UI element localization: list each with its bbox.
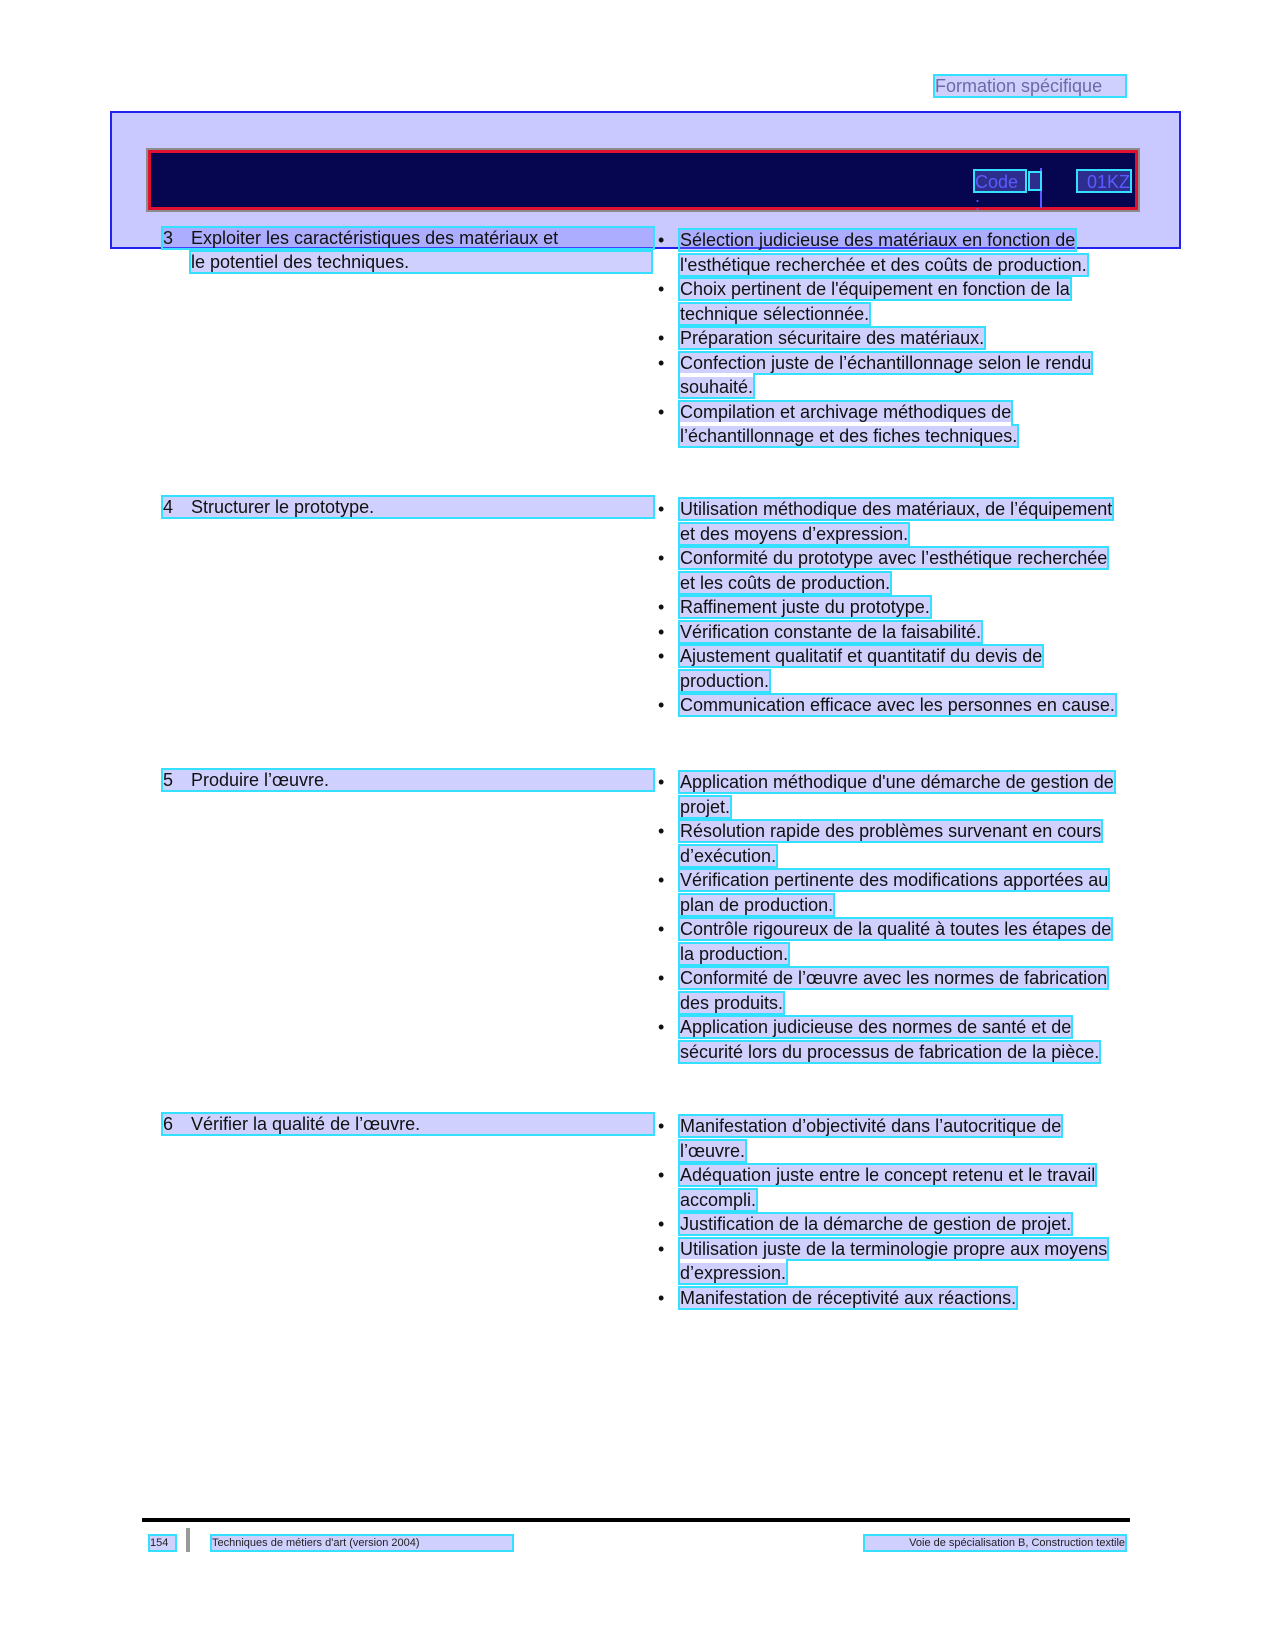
bullet-icon: • (658, 328, 665, 348)
bullet-icon: • (658, 1017, 665, 1037)
bullet-icon: • (658, 1165, 665, 1185)
page-number: 154 (150, 1536, 175, 1550)
bullet-icon: • (658, 1116, 665, 1136)
criterion: • Vérification pertinente des modifications apportées au plan de production. (658, 870, 1109, 915)
footer-program: Techniques de métiers d'art (version 2004) (212, 1536, 512, 1550)
element-text: Exploiter les caractéristiques des matériaux et (191, 228, 559, 248)
code-value: 01KZ (1078, 171, 1130, 191)
bullet-icon: • (658, 870, 665, 890)
bullet-icon: • (658, 401, 665, 422)
course-code (975, 171, 1135, 214)
criterion: • Préparation sécuritaire des matériaux. (658, 326, 1258, 351)
element-number: 4 (163, 497, 174, 517)
element-heading (163, 1114, 653, 1134)
criterion: • Conformité de l’œuvre avec les normes de fabrication des produits. (658, 968, 1108, 1013)
criterion: • Utilisation juste de la terminologie propre aux moyens d’expression. (658, 1238, 1108, 1283)
bullet-icon: • (658, 772, 665, 792)
element-number: 5 (163, 770, 174, 790)
criterion: • Compilation et archivage méthodiques de l’échantillonnage et des fiches techniques. (658, 401, 1018, 446)
criterion: • Manifestation de réceptivité aux réactions. (658, 1286, 1258, 1311)
element-heading (163, 770, 653, 790)
element-text: Vérifier la qualité de l’œuvre. (191, 1114, 421, 1134)
criterion: • Contrôle rigoureux de la qualité à toutes les étapes de la production. (658, 919, 1112, 964)
element-heading (163, 228, 653, 248)
bullet-icon: • (658, 621, 665, 642)
element-text-continued: le potentiel des techniques. (191, 252, 651, 272)
criterion: • Application judicieuse des normes de santé et de sécurité lors du processus de fabrication de la pièce. (658, 1017, 1100, 1062)
bullet-icon: • (658, 597, 665, 617)
footer (150, 1536, 1125, 1550)
footer-divider (186, 1528, 190, 1552)
element-number: 6 (163, 1114, 174, 1134)
bullet-icon: • (658, 1214, 665, 1234)
element-heading (163, 497, 653, 517)
criterion: • Raffinement juste du prototype. (658, 595, 1258, 620)
element-text: Structurer le prototype. (191, 497, 375, 517)
bullet-icon: • (658, 548, 665, 568)
footer-rule (142, 1518, 1130, 1522)
bullet-icon: • (658, 695, 665, 715)
code-label: Code : (975, 171, 1025, 191)
criterion: • Justification de la démarche de gestion de projet. (658, 1212, 1258, 1237)
criteria-list (658, 497, 1258, 718)
bullet-icon: • (658, 279, 665, 299)
criterion: • Manifestation d’objectivité dans l’autocritique de l’œuvre. (658, 1116, 1062, 1161)
criterion: • Ajustement qualitatif et quantitatif du devis de production. (658, 646, 1043, 691)
criterion: • Conformité du prototype avec l’esthétique recherchée et les coûts de production. (658, 548, 1108, 593)
criteria-list (658, 228, 1258, 449)
bullet-icon: • (658, 821, 665, 841)
bullet-icon: • (658, 646, 665, 666)
footer-specialization: Voie de spécialisation B, Construction textile (865, 1536, 1125, 1550)
criterion: • Application méthodique d'une démarche de gestion de projet. (658, 772, 1114, 817)
criterion: • Adéquation juste entre le concept retenu et le travail accompli. (658, 1165, 1096, 1210)
bullet-icon: • (658, 352, 665, 373)
bullet-icon: • (658, 919, 665, 939)
criterion: • Confection juste de l’échantillonnage selon le rendu souhaité. (658, 352, 1092, 397)
bullet-icon: • (658, 968, 665, 988)
code-separator (1030, 173, 1040, 189)
bullet-icon: • (658, 1287, 665, 1308)
element-number: 3 (163, 228, 174, 248)
criterion: • Sélection judicieuse des matériaux en fonction de l'esthétique recherchée et des coûts de production. (658, 230, 1087, 275)
bullet-icon: • (658, 230, 665, 250)
criterion: • Vérification constante de la faisabilité. (658, 620, 1258, 645)
criteria-list (658, 770, 1258, 1064)
bullet-icon: • (658, 1238, 665, 1259)
criteria-list (658, 1114, 1258, 1310)
criterion: • Utilisation méthodique des matériaux, de l’équipement et des moyens d’expression. (658, 499, 1113, 544)
criterion: • Choix pertinent de l'équipement en fonction de la technique sélectionnée. (658, 279, 1070, 324)
criterion: • Communication efficace avec les personnes en cause. (658, 693, 1258, 718)
section-header: Formation spécifique (935, 76, 1125, 96)
bullet-icon: • (658, 499, 665, 519)
element-text: Produire l’œuvre. (191, 770, 330, 790)
criterion: • Résolution rapide des problèmes survenant en cours d’exécution. (658, 821, 1102, 866)
